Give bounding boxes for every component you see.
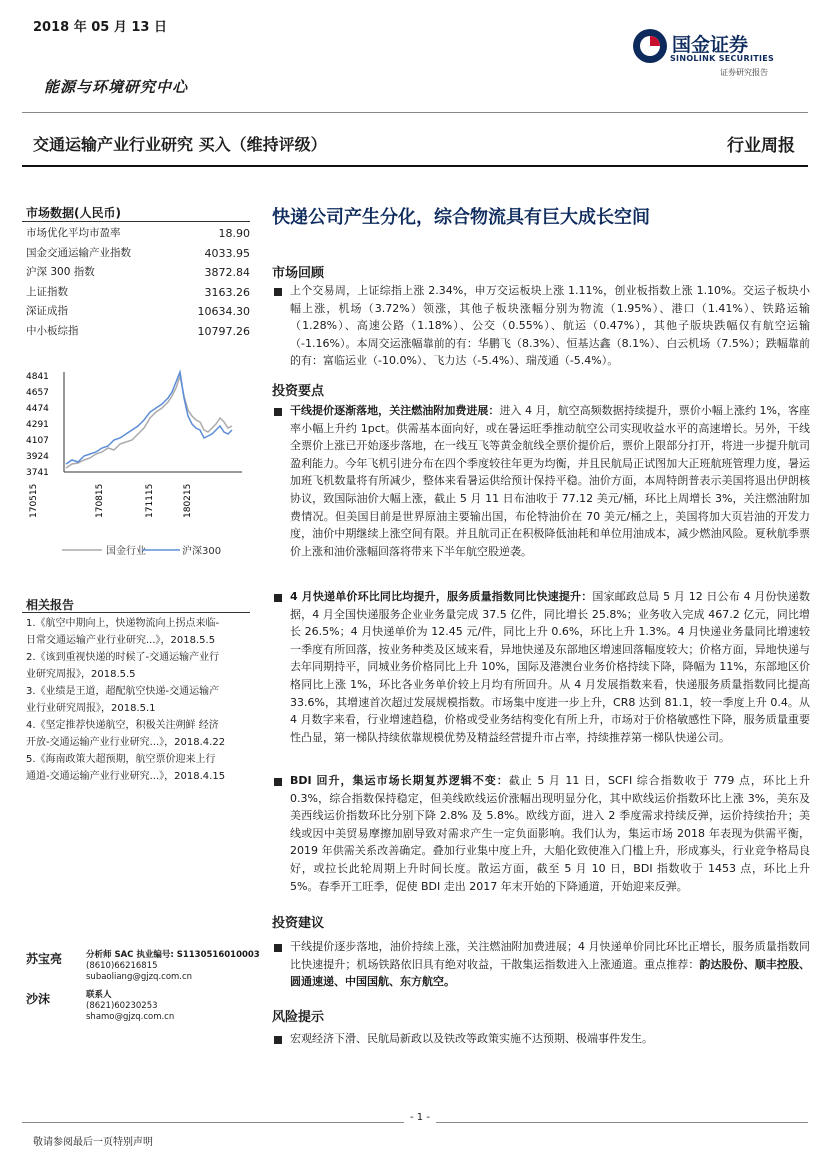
y-tick-label: 4107 (26, 436, 49, 446)
disclaimer-note: 敬请参阅最后一页特别声明 (33, 1137, 153, 1148)
risk-text: 宏观经济下滑、民航局新政以及铁改等政策实施不达预期、极端事件发生。 (290, 1032, 653, 1045)
point-aviation: 干线提价逐渐落地，关注燃油附加费进展：进入 4 月，航空高频数据持续提升，票价小幅上涨约 1%，客座率小幅上升约 1pct。供需基本面向好，或在暑运旺季推动航空公司实现收益水平的高速增长。另外，干线全票价上涨已开始逐步落地，在一线互飞等黄金航线全票价提价后，票价上限部分打开，将进一步提升航司盈利能力。今年飞机引进分布在四个季度较往年更为均衡，并且民航局正试图加大正班航班管理力度，暑运加班飞机数量将有所减少，整体来看暑运供给预计保持平稳。油价方面，本周特朗普表示美国将退出伊朗核协议，致国际油价大幅上涨，截止 5 月 11 日布油收于 77.12 美元/桶，环比上周增长 3%，关注燃油附加费情况。但美国目前是世界原油主要输出国，布伦特油价在 70 美元/桶之上，美国将加大页岩油的开发力度，油价中期继续上涨空间有限。并且航司正在积极降低油耗和单位用油成本，减少燃油风险。夏秋航季票价上涨和油价涨幅回落将带来下半年航空股逆袭。 (290, 404, 811, 558)
reports-divider (22, 612, 250, 613)
bullet-icon (274, 1036, 282, 1044)
y-tick-label: 3741 (26, 468, 49, 478)
legend-label-industry: 国金行业 (106, 546, 146, 557)
market-review-text: 上个交易周，上证综指上涨 2.34%，申万交运板块上涨 1.11%，创业板指数上涨 1.10%。交运子板块小幅上涨，机场（3.72%）领涨，其他子板块涨幅分别为物流（1.95%）、港口（1.41%）、铁路运输（1.28%）、高速公路（1.18%）、公交（0.55%）、航运（0.47%），其他子版块跌幅仅有航空运输（-1.16%）。本周交运涨幅靠前的有：华鹏飞（8.3%）、恒基达鑫（8.1%）、白云机场（7.5%）；跌幅靠前的有：富临运业（-10.0%）、飞力达（-5.4%）、瑞茂通（-5.4%）。 (290, 284, 810, 368)
section-investment-points: 投资要点 (272, 384, 325, 399)
market-row: 国金交通运输产业指数 4033.95 (26, 246, 250, 260)
market-row: 中小板综指 10797.26 (26, 324, 250, 338)
analyst-info: 分析师 SAC 执业编号: S1130516010003 (8610)66216815 subaoliang@gjzq.com.cn (86, 950, 260, 982)
x-tick-label: 171115 (145, 483, 155, 518)
analyst-name: 苏宝亮 (26, 952, 63, 966)
x-tick-label: 170815 (95, 483, 105, 518)
market-row: 市场优化平均市盈率 18.90 (26, 227, 250, 240)
series-line-hs300 (66, 372, 232, 464)
brand-english: SINOLINK SECURITIES (670, 54, 775, 63)
sinolink-logo-icon (630, 26, 670, 66)
y-tick-label: 4474 (26, 404, 49, 414)
report-date: 2018 年 05 月 13 日 (33, 20, 167, 35)
x-tick-label: 170515 (29, 483, 39, 518)
report-link[interactable]: 5.《海南政策大超预期，航空票价迎来上行 通道-交通运输产业行业研究...》，2018.4.15 (26, 754, 226, 782)
header-divider-bold (22, 165, 808, 167)
main-title: 快递公司产生分化，综合物流具有巨大成长空间 (272, 207, 650, 228)
section-recommendation: 投资建议 (272, 916, 325, 931)
section-market-review: 市场回顾 (272, 266, 325, 281)
market-row: 沪深 300 指数 3872.84 (26, 266, 250, 279)
recommendation-text: 干线提价逐步落地，油价持续上涨，关注燃油附加费进展；4 月快递单价同比环比正增长，服务质量指数同比快速提升；机场铁路依旧具有绝对收益，干散集运指数进入上涨通道。重点推荐：韵达股份、顺丰控股、圆通速递、中国国航、东方航空。 (290, 940, 811, 989)
research-center: 能源与环境研究中心 (44, 78, 189, 96)
brand-tag: 证券研究报告 (720, 68, 768, 77)
market-data-table (26, 224, 250, 341)
x-tick-label: 180215 (183, 483, 193, 518)
y-tick-label: 4841 (26, 372, 49, 382)
y-tick-label: 4291 (26, 420, 49, 430)
point-express: 4 月快递单价环比同比均提升，服务质量指数同比快速提升：国家邮政总局 5 月 12 日公布 4 月份快递数据，4 月全国快递服务企业业务量完成 37.5 亿件，同比增长 25.8%；业务收入完成 467.2 亿元，同比增长 26.5%；4 月快递单价为 12.45 元/件，同比上升 0.6%，环比上升 1.3%。4 月快递业务量同比增速较一季度有所回落，按业务种类及区域来看，异地快递及东部地区增速回落幅度较大；价格方面，异地快递与去年同期持平，同城业务价格同比上升 10%，国际及港澳台业务价格持续下降，降幅为 11%，东部地区价格同比上涨 1%，环比各业务单价较上月均有所回升。从 4 月发展指数来看，快递服务质量指数同比提高 33.6%，其增速首次超过发展规模指数。市场集中度进一步上升，CR8 达到 81.1，较一季度上升 0.4。从 4 月数字来看，行业增速趋稳，价格或受业务结构变化有所上升，市场对于价格敏感性下降，服务质量重要性凸显，第一梯队持续依靠规模优势及精益经营提升市占率，持续推荐第一梯队快递公司。 (290, 590, 810, 744)
section-risk: 风险提示 (272, 1010, 325, 1025)
header-divider (22, 112, 808, 113)
report-link[interactable]: 3.《业绩是王道，超配航空快递-交通运输产 业行业研究周报》，2018.5.1 (26, 686, 220, 714)
bullet-icon (274, 778, 282, 786)
market-data-title: 市场数据(人民币) (26, 206, 121, 220)
bullet-icon (274, 288, 282, 296)
index-chart (22, 368, 257, 583)
report-title-line: 交通运输产业行业研究 买入（维持评级） (33, 135, 327, 154)
brand-name: 国金证券 (672, 34, 749, 56)
y-tick-label: 3924 (26, 452, 49, 462)
analyst-email[interactable]: subaoliang@gjzq.com.cn (86, 972, 193, 982)
report-type: 行业周报 (727, 136, 795, 156)
bullet-icon (274, 408, 282, 416)
bullet-icon (274, 594, 282, 602)
page-number: - 1 - (404, 1112, 436, 1123)
related-reports-list (26, 615, 266, 785)
point-shipping: BDI 回升，集运市场长期复苏逻辑不变：截止 5 月 11 日，SCFI 综合指数收于 779 点，环比上升 0.3%，综合指数保持稳定，但美线欧线运价涨幅出现明显分化，其中欧线运价指数环比上涨 3%，美东及美西线运价指数环比分别下降 2.8% 及 5.8%。欧线方面，进入 2 季度需求持续反弹，运价持续抬升；美线或因中美贸易摩擦加剧导致对需求产生一定负面影响。我们认为，集运市场 2018 年表现为供需平衡，2019 年供需关系改善确定。叠加行业集中度上升，大船化致使准入门槛上升，形成寡头，行业竞争格局良好，或拉长此轮周期上升时间长度。散运方面，截至 5 月 10 日，BDI 指数收于 1453 点，环比上升 5%。春季开工旺季，促使 BDI 走出 2017 年末开始的下降通道，开始迎来反弹。 (290, 774, 811, 893)
contact-name: 沙沫 (26, 992, 51, 1006)
contact-email[interactable]: shamo@gjzq.com.cn (86, 1012, 175, 1022)
report-link[interactable]: 4.《坚定推荐快递航空，积极关注朔鲜 经济 开放-交通运输产业行业研究...》，2018.4.22 (26, 720, 226, 748)
bullet-icon (274, 944, 282, 952)
y-tick-label: 4657 (26, 388, 49, 398)
market-row: 上证指数 3163.26 (26, 285, 250, 299)
market-row: 深证成指 10634.30 (26, 305, 250, 318)
legend-label-hs300: 沪深300 (182, 546, 222, 557)
sidebar-divider (22, 221, 250, 222)
report-link[interactable]: 1.《航空中期向上，快递物流向上拐点来临- 日常交通运输产业行业研究...》，2018.5.5 (26, 618, 220, 646)
related-reports-title: 相关报告 (26, 598, 75, 612)
contact-info: 联系人 (8621)60230253 shamo@gjzq.com.cn (86, 990, 175, 1022)
report-link[interactable]: 2.《该到重视快递的时候了-交通运输产业行 业研究周报》，2018.5.5 (26, 652, 220, 680)
